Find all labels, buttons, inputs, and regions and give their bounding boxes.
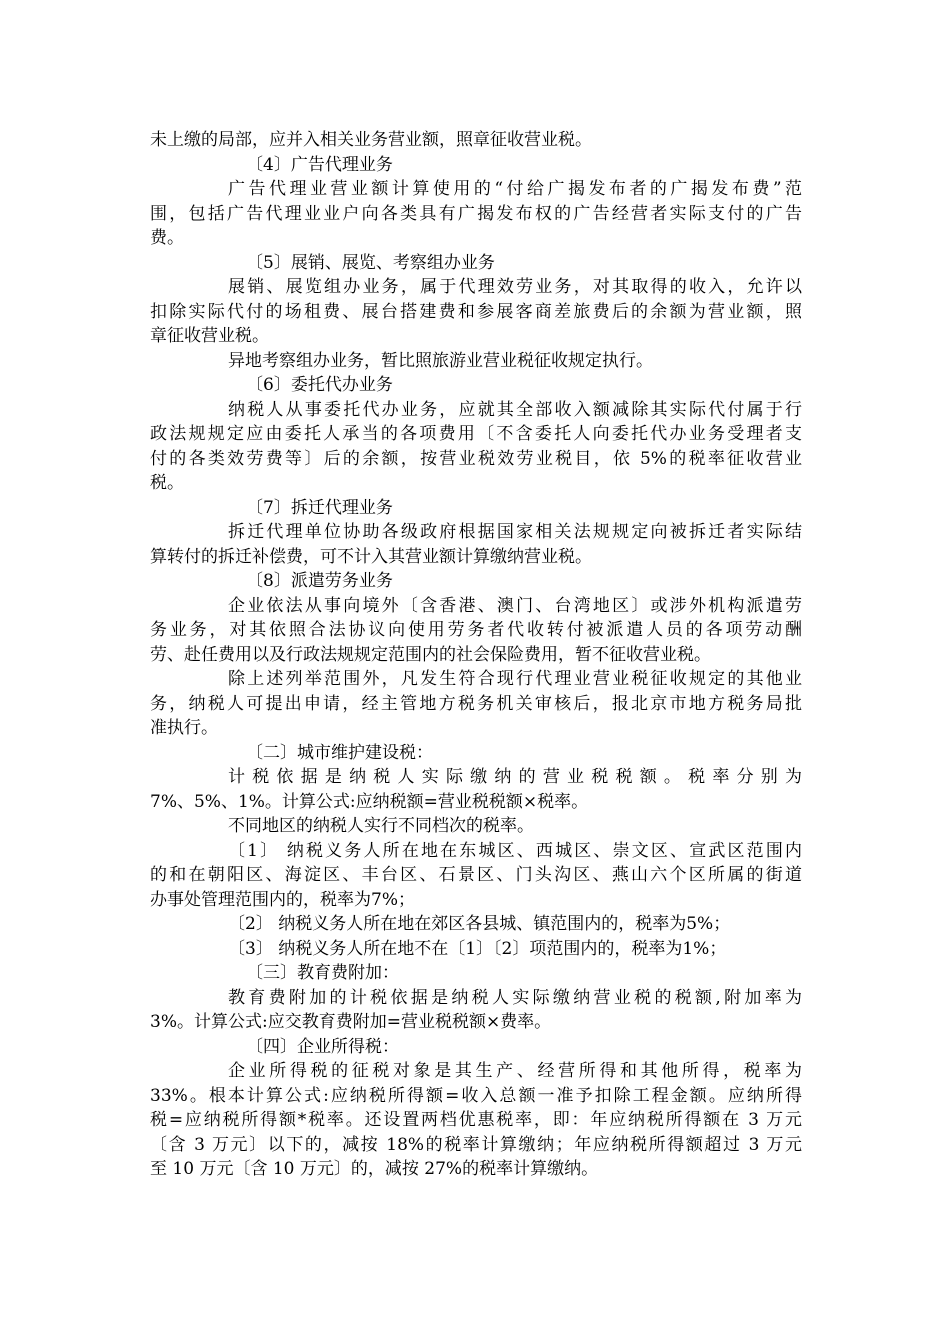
text-line: 算转付的拆迁补偿费，可不计入其营业额计算缴纳营业税。 (150, 546, 592, 567)
text-line: 准执行。 (150, 718, 218, 738)
text-line: 的和在朝阳区、海淀区、丰台区、石景区、门头沟区、燕山六个区所属的街道 (150, 865, 802, 885)
text-line: 围，包括广告代理业业户向各类具有广揭发布权的广告经营者实际支付的广告 (150, 203, 802, 224)
text-line: 税=应纳税所得额*税率。还设置两档优惠税率，即：年应纳税所得额在 3 万元 (150, 1110, 802, 1130)
text-line: 7%、5%、1%。计算公式:应纳税额=营业税税额×税率。 (150, 791, 589, 812)
text-line: 〔3〕 纳税义务人所在地不在〔1〕〔2〕项范围内的，税率为1%； (228, 938, 727, 959)
text-line: 纳税人从事委托代办业务，应就其全部收入额减除其实际代付属于行 (228, 399, 802, 420)
text-line: 异地考察组办业务，暂比照旅游业营业税征收规定执行。 (228, 350, 653, 371)
text-line: 除上述列举范围外，凡发生符合现行代理业营业税征收规定的其他业 (228, 669, 802, 689)
text-line: 3%。计算公式:应交教育费附加=营业税税额×费率。 (150, 1012, 552, 1032)
text-line: 〔1〕 纳税义务人所在地在东城区、西城区、崇文区、宣武区范围内 (228, 840, 802, 861)
text-line: 计税依据是纳税人实际缴纳的营业税税额。税率分别为 (228, 767, 802, 787)
text-line: 〔6〕委托代办业务 (246, 375, 393, 395)
text-line: 企业依法从事向境外〔含香港、澳门、台湾地区〕或涉外机构派遣劳 (228, 595, 802, 616)
text-line: 不同地区的纳税人实行不同档次的税率。 (228, 816, 534, 836)
text-line: 〔4〕广告代理业务 (246, 154, 393, 175)
text-line: 扣除实际代付的场租费、展台搭建费和参展客商差旅费后的余额为营业额，照 (150, 301, 802, 322)
text-line: 未上缴的局部，应并入相关业务营业额，照章征收营业税。 (150, 130, 592, 150)
text-line: 至 10 万元〔含 10 万元〕的，减按 27%的税率计算缴纳。 (150, 1159, 599, 1179)
text-line: 务，纳税人可提出申请，经主管地方税务机关审核后，报北京市地方税务局批 (150, 693, 802, 714)
text-line: 劳、赴任费用以及行政法规规定范围内的社会保险费用，暂不征收营业税。 (150, 644, 711, 665)
text-line: 〔四〕企业所得税： (246, 1036, 399, 1057)
text-line: 政法规规定应由委托人承当的各项费用〔不含委托人向委托代办业务受理者支 (150, 424, 802, 444)
text-line: 教育费附加的计税依据是纳税人实际缴纳营业税的税额,附加率为 (228, 987, 802, 1008)
text-line: 付的各类效劳费等〕后的余额，按营业税效劳业税目，依 5%的税率征收营业 (150, 448, 802, 469)
text-line: 办事处管理范围内的，税率为7%； (150, 889, 415, 910)
document-page (150, 128, 802, 1182)
text-line: 〔二〕城市维护建设税： (246, 742, 433, 763)
text-line: 〔2〕 纳税义务人所在地在郊区各县城、镇范围内的，税率为5%； (228, 914, 731, 934)
text-line: 税。 (150, 473, 184, 493)
text-line: 〔三〕教育费附加： (246, 963, 399, 983)
text-line: 〔5〕展销、展览、考察组办业务 (246, 252, 495, 273)
text-line: 务业务，对其依照合法协议向使用劳务者代收转付被派遣人员的各项劳动酬 (150, 620, 802, 640)
text-line: 广告代理业营业额计算使用的“付给广揭发布者的广揭发布费”范 (228, 179, 802, 199)
text-line: 〔7〕拆迁代理业务 (246, 497, 393, 518)
text-line: 〔含 3 万元〕以下的，减按 18%的税率计算缴纳；年应纳税所得额超过 3 万元 (150, 1134, 802, 1155)
text-line: 费。 (150, 228, 184, 248)
text-line: 〔8〕派遣劳务业务 (246, 571, 393, 591)
text-line: 拆迁代理单位协助各级政府根据国家相关法规规定向被拆迁者实际结 (228, 522, 802, 542)
text-line: 展销、展览组办业务，属于代理效劳业务，对其取得的收入，允许以 (228, 277, 802, 297)
text-line: 33%。根本计算公式:应纳税所得额=收入总额一准予扣除工程金额。应纳所得 (150, 1085, 802, 1106)
text-line: 章征收营业税。 (150, 326, 269, 346)
text-line: 企业所得税的征税对象是其生产、经营所得和其他所得，税率为 (228, 1061, 802, 1081)
